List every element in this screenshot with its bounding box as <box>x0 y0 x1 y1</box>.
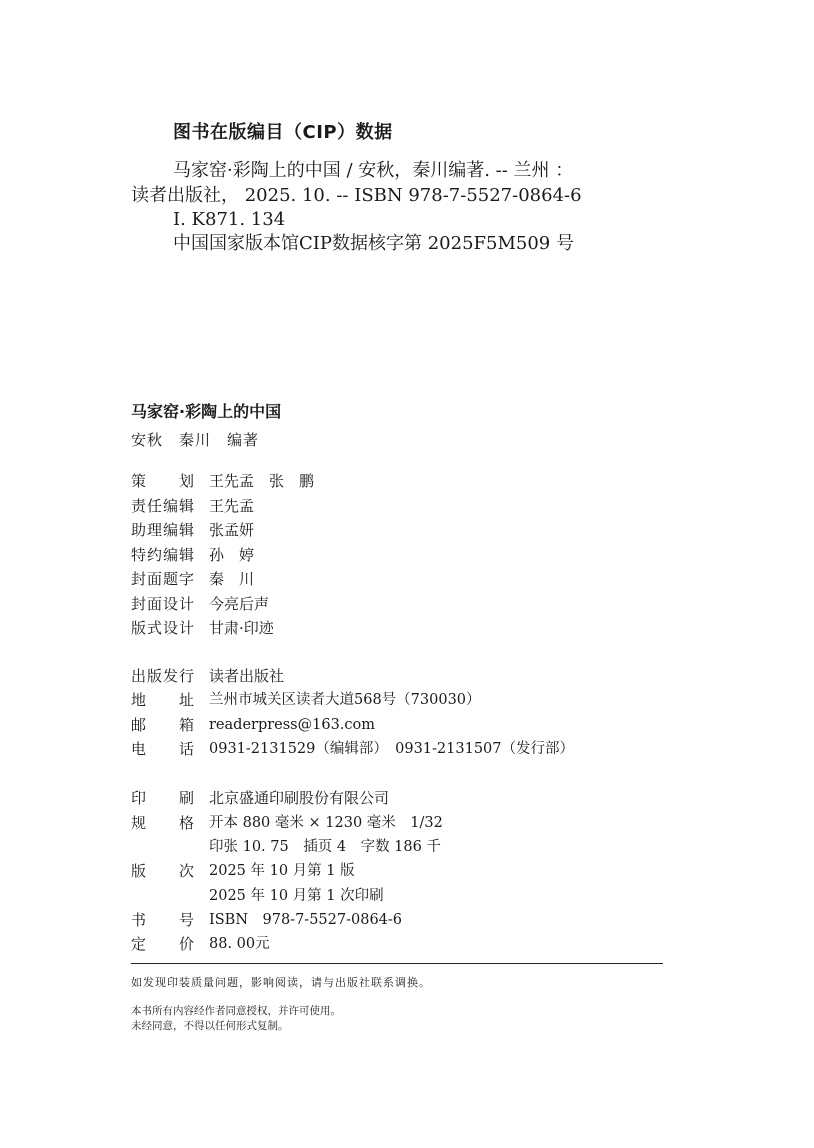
credit-value: 王先孟 <box>209 497 255 515</box>
printing-row-price <box>131 934 270 954</box>
credit-label: 封面题字 <box>131 570 194 588</box>
publisher-label: 地址 <box>131 691 194 709</box>
credit-label: 版式设计 <box>131 619 194 637</box>
rights-note-2: 未经同意，不得以任何形式复制。 <box>131 1020 289 1032</box>
publisher-label: 邮箱 <box>131 716 194 734</box>
cip-line-1: 马家窑·彩陶上的中国 / 安秋，秦川编著. -- 兰州 ： <box>173 160 574 181</box>
publisher-label: 出版发行 <box>131 667 194 685</box>
publisher-row-address <box>131 690 481 710</box>
printing-value: 开本 880 毫米 × 1230 毫米 1/32 <box>209 815 443 831</box>
credit-row-planning <box>131 471 315 491</box>
credit-row-editor <box>131 496 255 516</box>
credit-label: 特约编辑 <box>131 546 194 564</box>
cip-line-3: Ⅰ. K871. 134 <box>173 209 286 230</box>
printing-value: 北京盛通印刷股份有限公司 <box>209 789 390 807</box>
credit-value: 张孟妍 <box>209 521 255 539</box>
printing-label: 版次 <box>131 862 194 880</box>
book-title: 马家窑·彩陶上的中国 <box>131 402 282 421</box>
credit-label: 封面设计 <box>131 595 194 613</box>
credit-row-cover-design <box>131 594 270 614</box>
credit-label: 策划 <box>131 472 194 490</box>
printing-value: 88. 00元 <box>209 936 270 952</box>
publisher-row-phone <box>131 739 575 759</box>
publisher-value: readerpress@163.com <box>209 717 376 733</box>
publisher-value: 0931-2131529（编辑部） 0931-2131507（发行部） <box>209 741 575 757</box>
printing-value: 印张 10. 75 插页 4 字数 186 千 <box>209 839 441 855</box>
credit-value: 今亮后声 <box>209 595 270 613</box>
cip-heading: 图书在版编目（CIP）数据 <box>173 122 393 143</box>
publisher-label: 电话 <box>131 740 194 758</box>
printing-label: 定价 <box>131 935 194 953</box>
publisher-value: 读者出版社 <box>209 667 285 685</box>
credit-row-special-editor <box>131 545 255 565</box>
credit-label: 责任编辑 <box>131 497 194 515</box>
credit-label: 助理编辑 <box>131 521 194 539</box>
publisher-row-name <box>131 666 285 686</box>
cip-line-2: 读者出版社， 2025. 10. -- ISBN 978-7-5527-0864-6 <box>131 185 582 206</box>
publisher-value: 兰州市城关区读者大道568号（730030） <box>209 692 481 708</box>
credit-row-assistant-editor <box>131 520 255 540</box>
printing-value: 2025 年 10 月第 1 次印刷 <box>209 888 384 904</box>
book-authors: 安秋 秦川 编著 <box>131 431 260 449</box>
printing-value: ISBN 978-7-5527-0864-6 <box>209 912 403 928</box>
credit-value: 甘肃·印迹 <box>209 619 274 637</box>
printing-row-printer <box>131 788 390 808</box>
publisher-row-email <box>131 715 376 735</box>
credit-value: 孙 婷 <box>209 546 255 564</box>
credit-value: 王先孟 张 鹏 <box>209 472 315 490</box>
printing-label: 印刷 <box>131 789 194 807</box>
divider <box>131 963 663 964</box>
printing-row-edition <box>131 861 355 881</box>
rights-note-1: 本书所有内容经作者同意授权，并许可使用。 <box>131 1005 341 1017</box>
printing-label: 书号 <box>131 911 194 929</box>
printing-value: 2025 年 10 月第 1 版 <box>209 863 355 879</box>
printing-row-spec <box>131 813 443 833</box>
credit-row-layout-design <box>131 618 274 638</box>
printing-label: 规格 <box>131 814 194 832</box>
cip-line-4: 中国国家版本馆CIP数据核字第 2025F5M509 号 <box>173 233 574 254</box>
quality-note: 如发现印装质量问题，影响阅读，请与出版社联系调换。 <box>131 976 431 989</box>
credit-value: 秦 川 <box>209 570 255 588</box>
printing-row-isbn <box>131 910 403 930</box>
credit-row-cover-calligraphy <box>131 569 255 589</box>
